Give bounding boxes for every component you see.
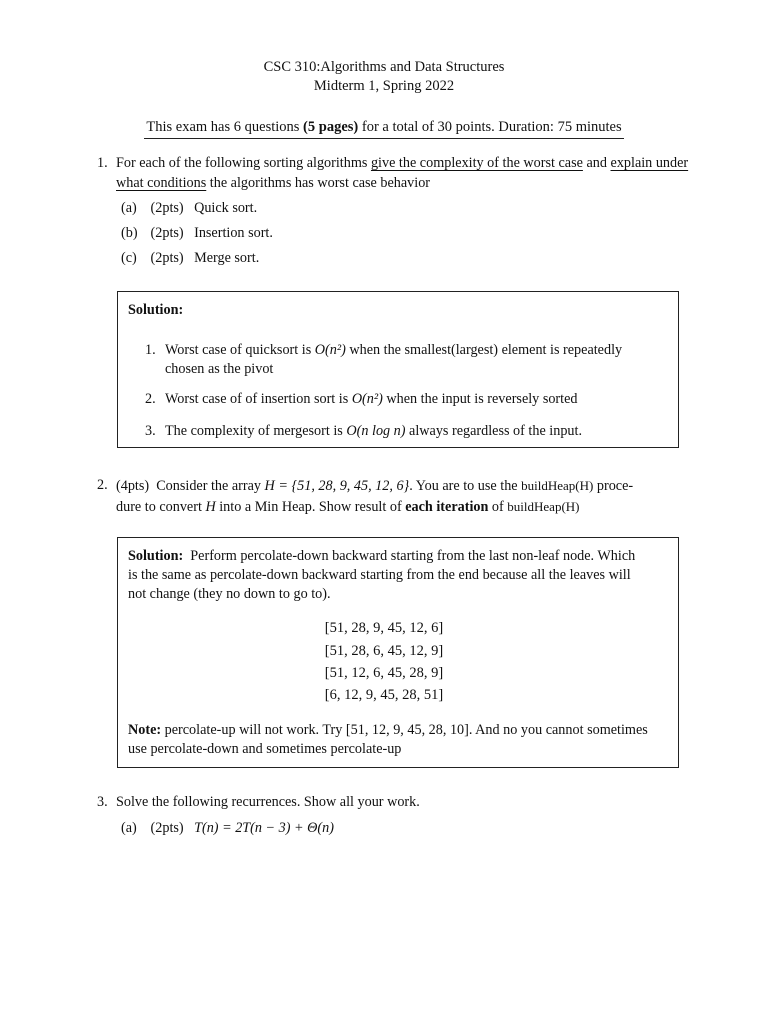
math-expression: O(n log n) — [346, 423, 406, 439]
heap-array-1: [51, 28, 9, 45, 12, 6] — [324, 620, 444, 636]
q3-text: Solve the following recurrences. Show all your work. — [116, 794, 420, 810]
solution-1-item-1: 1. Worst case of quicksort is O(n²) when the smallest(largest) element is repeatedly chosen as the pivot — [145, 342, 623, 377]
question-number: 2. — [97, 477, 108, 493]
function-name: buildHeap(H) — [521, 478, 594, 493]
function-name: buildHeap(H) — [507, 498, 580, 514]
exam-title: Midterm 1, Spring 2022 — [313, 78, 455, 94]
question-number: 1. — [97, 155, 108, 171]
exam-header — [0, 58, 768, 96]
q1-item-b: (b) (2pts) Insertion sort. — [121, 225, 273, 241]
question-3 — [97, 793, 717, 813]
course-title: CSC 310:Algorithms and Data Structures — [263, 59, 505, 75]
note-array: [51, 12, 9, 45, 28, 10] — [345, 722, 469, 738]
q1-item-a: (a) (2pts) Quick sort. — [121, 200, 258, 216]
q1-text-and: and — [582, 155, 611, 171]
q1-text: For each of the following sorting algorithms — [116, 155, 371, 171]
q1-emphasis-worst-case: give the complexity of the worst case — [370, 155, 583, 171]
math-expression: H = {51, 28, 9, 45, 12, 6} — [264, 478, 410, 494]
solution-1-item-3: 3. The complexity of mergesort is O(n log n) always regardless of the input. — [145, 423, 583, 439]
question-number: 3. — [97, 794, 108, 810]
solution-title: Solution: — [128, 302, 184, 318]
q2-points: (4pts) — [116, 478, 150, 494]
q1-emphasis-conditions: what conditions — [116, 174, 207, 191]
question-2: 2. (4pts) Consider the array H = {51, 28, 9, 45, 12, 6}. You are to use the buildHeap(H) proce- dure to convert H into a Min Heap. Show result of each iteration of buildHeap(H) — [97, 477, 634, 515]
q2-emphasis: each iteration — [405, 498, 489, 515]
heap-array-4: [6, 12, 9, 45, 28, 51] — [324, 687, 444, 703]
math-expression: O(n²) — [351, 391, 383, 407]
solution-title: Solution: — [128, 548, 184, 564]
heap-array-3: [51, 12, 6, 45, 28, 9] — [324, 665, 444, 681]
solution-2-text: Solution: Perform percolate-down backward starting from the last non-leaf node. Which is the same as percolate-down backward starting from the end because all the leaves will not change (they no down to go to). — [128, 548, 636, 602]
heap-array-2: [51, 28, 6, 45, 12, 9] — [324, 643, 444, 659]
math-expression: O(n²) — [314, 342, 346, 358]
q1-item-c: (c) (2pts) Merge sort. — [121, 250, 260, 266]
math-expression: T(n) = 2T(n − 3) + Θ(n) — [194, 820, 334, 836]
question-1 — [97, 154, 717, 193]
exam-summary — [0, 119, 768, 139]
summary-pages: (5 pages) — [303, 119, 359, 135]
summary-pre: This exam has 6 questions — [146, 119, 304, 135]
q1-emphasis-explain: explain under — [610, 155, 689, 171]
summary-post: for a total of 30 points. Duration: 75 minutes — [358, 119, 622, 135]
note-label: Note: — [128, 722, 162, 738]
q3-item-a: (a) (2pts) T(n) = 2T(n − 3) + Θ(n) — [121, 820, 334, 836]
solution-1-item-2: 2. Worst case of of insertion sort is O(n²) when the input is reversely sorted — [145, 391, 578, 407]
q1-text-tail: the algorithms has worst case behavior — [206, 174, 431, 191]
solution-2-note: Note: percolate-up will not work. Try [51, 12, 9, 45, 28, 10]. And no you cannot sometimes use percolate-down and sometimes percolate-up — [128, 722, 648, 757]
